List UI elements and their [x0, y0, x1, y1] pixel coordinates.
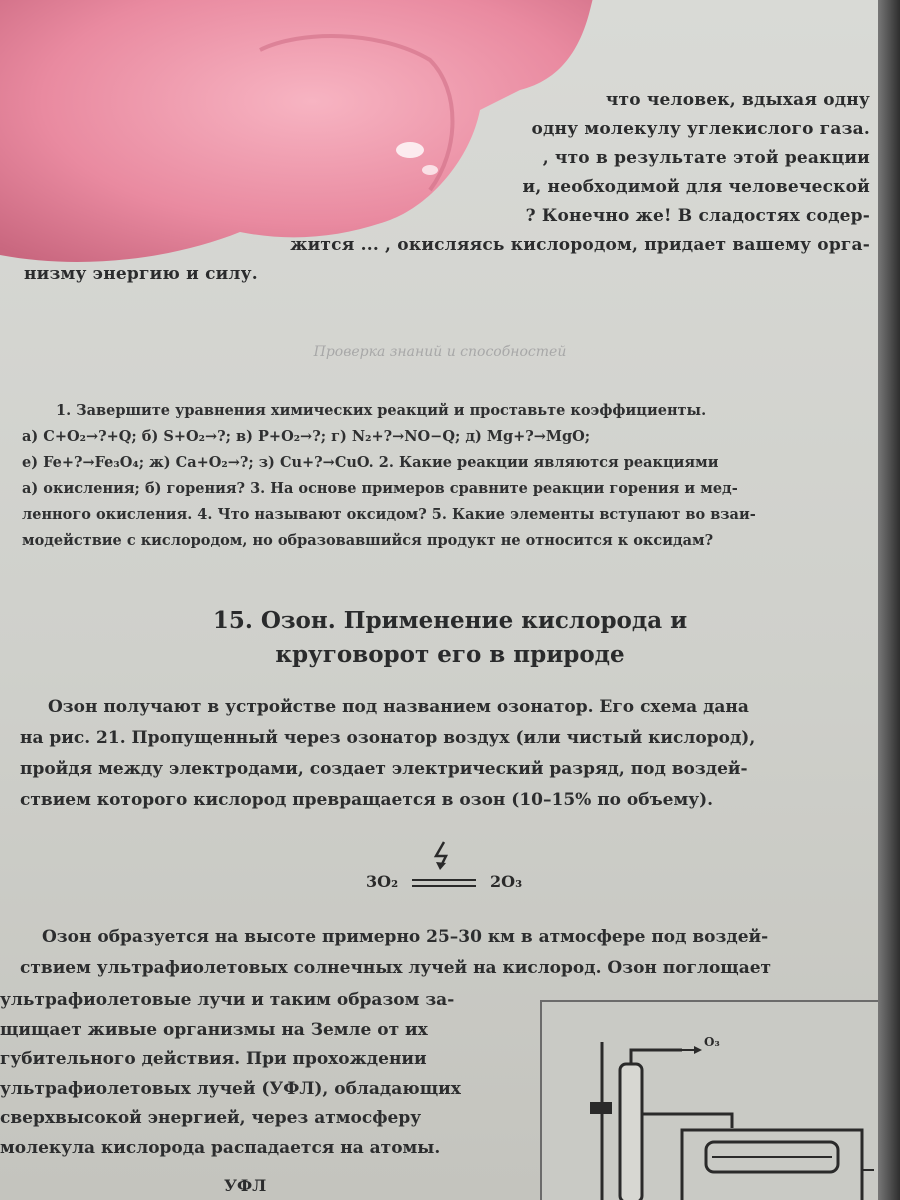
top-line: низму энергию и силу.	[24, 264, 258, 284]
ozone-atmosphere-paragraph	[20, 922, 886, 984]
ozonator-diagram	[542, 1002, 882, 1200]
exercise-line: ленного окисления. 4. Что называют оксидом? 5. Какие элементы вступают во взаи-	[22, 506, 756, 523]
para-line: пройдя между электродами, создает электрический разряд, под воздей-	[20, 759, 748, 779]
para-line: ствием ультрафиолетовых солнечных лучей на кислород. Озон поглощает	[20, 958, 772, 978]
para-text: Его схема дана	[593, 697, 749, 717]
para-line	[20, 692, 886, 723]
exercise-heading: Проверка знаний и способностей	[313, 344, 567, 360]
section-title-line: круговорот его в природе	[275, 641, 625, 668]
exercise-line: а) окисления; б) горения? 3. На основе примеров сравните реакции горения и мед-	[22, 480, 738, 497]
section-title-line: 15. Озон. Применение кислорода и	[212, 607, 688, 634]
top-line: жится ... , окисляясь кислородом, придает вашему орга-	[290, 235, 870, 255]
para-line: ультрафиолетовые лучи и таким образом за-	[0, 990, 455, 1010]
para-line: на рис. 21. Пропущенный через озонатор воздух (или чистый кислород),	[20, 728, 756, 748]
top-line: , что в результате этой реакции	[542, 148, 870, 168]
finger-obstruction	[0, 0, 600, 270]
ozone-narrow-paragraph	[0, 986, 522, 1163]
top-line: одну молекулу углекислого газа.	[531, 119, 870, 139]
ozonator-figure	[540, 1000, 884, 1200]
term-ozonator: озонатор.	[496, 697, 594, 717]
ozonator-paragraph	[20, 692, 886, 816]
ozone-reaction	[360, 838, 560, 898]
top-line: ? Конечно же! В сладостях содер-	[525, 206, 870, 226]
reaction-left: 3O₂	[366, 872, 399, 891]
para-text: Озон получают в устройстве под названием	[48, 697, 497, 717]
top-line: и, необходимой для человеческой	[522, 177, 870, 197]
section-title	[0, 604, 900, 672]
figure-o3-label: O₃	[704, 1035, 720, 1049]
exercise-block	[22, 398, 878, 554]
para-line: ультрафиолетовых лучей (УФЛ), обладающих	[0, 1078, 461, 1099]
exercise-line: е) Fe+?→Fe₃O₄; ж) Ca+O₂→?; з) Cu+?→CuO. 2. Какие реакции являются реакциями	[22, 454, 719, 471]
para-line: ствием которого кислород превращается в озон (10–15% по объему).	[20, 790, 714, 810]
ufl-label: УФЛ	[224, 1176, 267, 1195]
discharge-arrow-icon	[360, 838, 560, 898]
top-line: что человек, вдыхая одну	[605, 90, 870, 110]
para-line: молекула кислорода распадается на атомы.	[0, 1137, 441, 1158]
para-line: щищает живые организмы на Земле от их	[0, 1019, 428, 1040]
para-line: Озон образуется на высоте примерно 25–30 км в атмосфере под воздей-	[42, 927, 769, 947]
para-line: сверхвысокой энергией, через атмосферу	[0, 1108, 422, 1128]
exercise-line: 1. Завершите уравнения химических реакций и проставьте коэффициенты.	[56, 402, 707, 419]
exercise-line: а) C+O₂→?+Q; б) S+O₂→?; в) P+O₂→?; г) N₂+?→NO−Q; д) Mg+?→MgO;	[22, 428, 591, 445]
exercise-line: модействие с кислородом, но образовавшийся продукт не относится к оксидам?	[22, 532, 714, 549]
reaction-right: 2O₃	[490, 872, 523, 891]
para-line: губительного действия. При прохождении	[0, 1049, 427, 1069]
page-edge	[878, 0, 900, 1200]
